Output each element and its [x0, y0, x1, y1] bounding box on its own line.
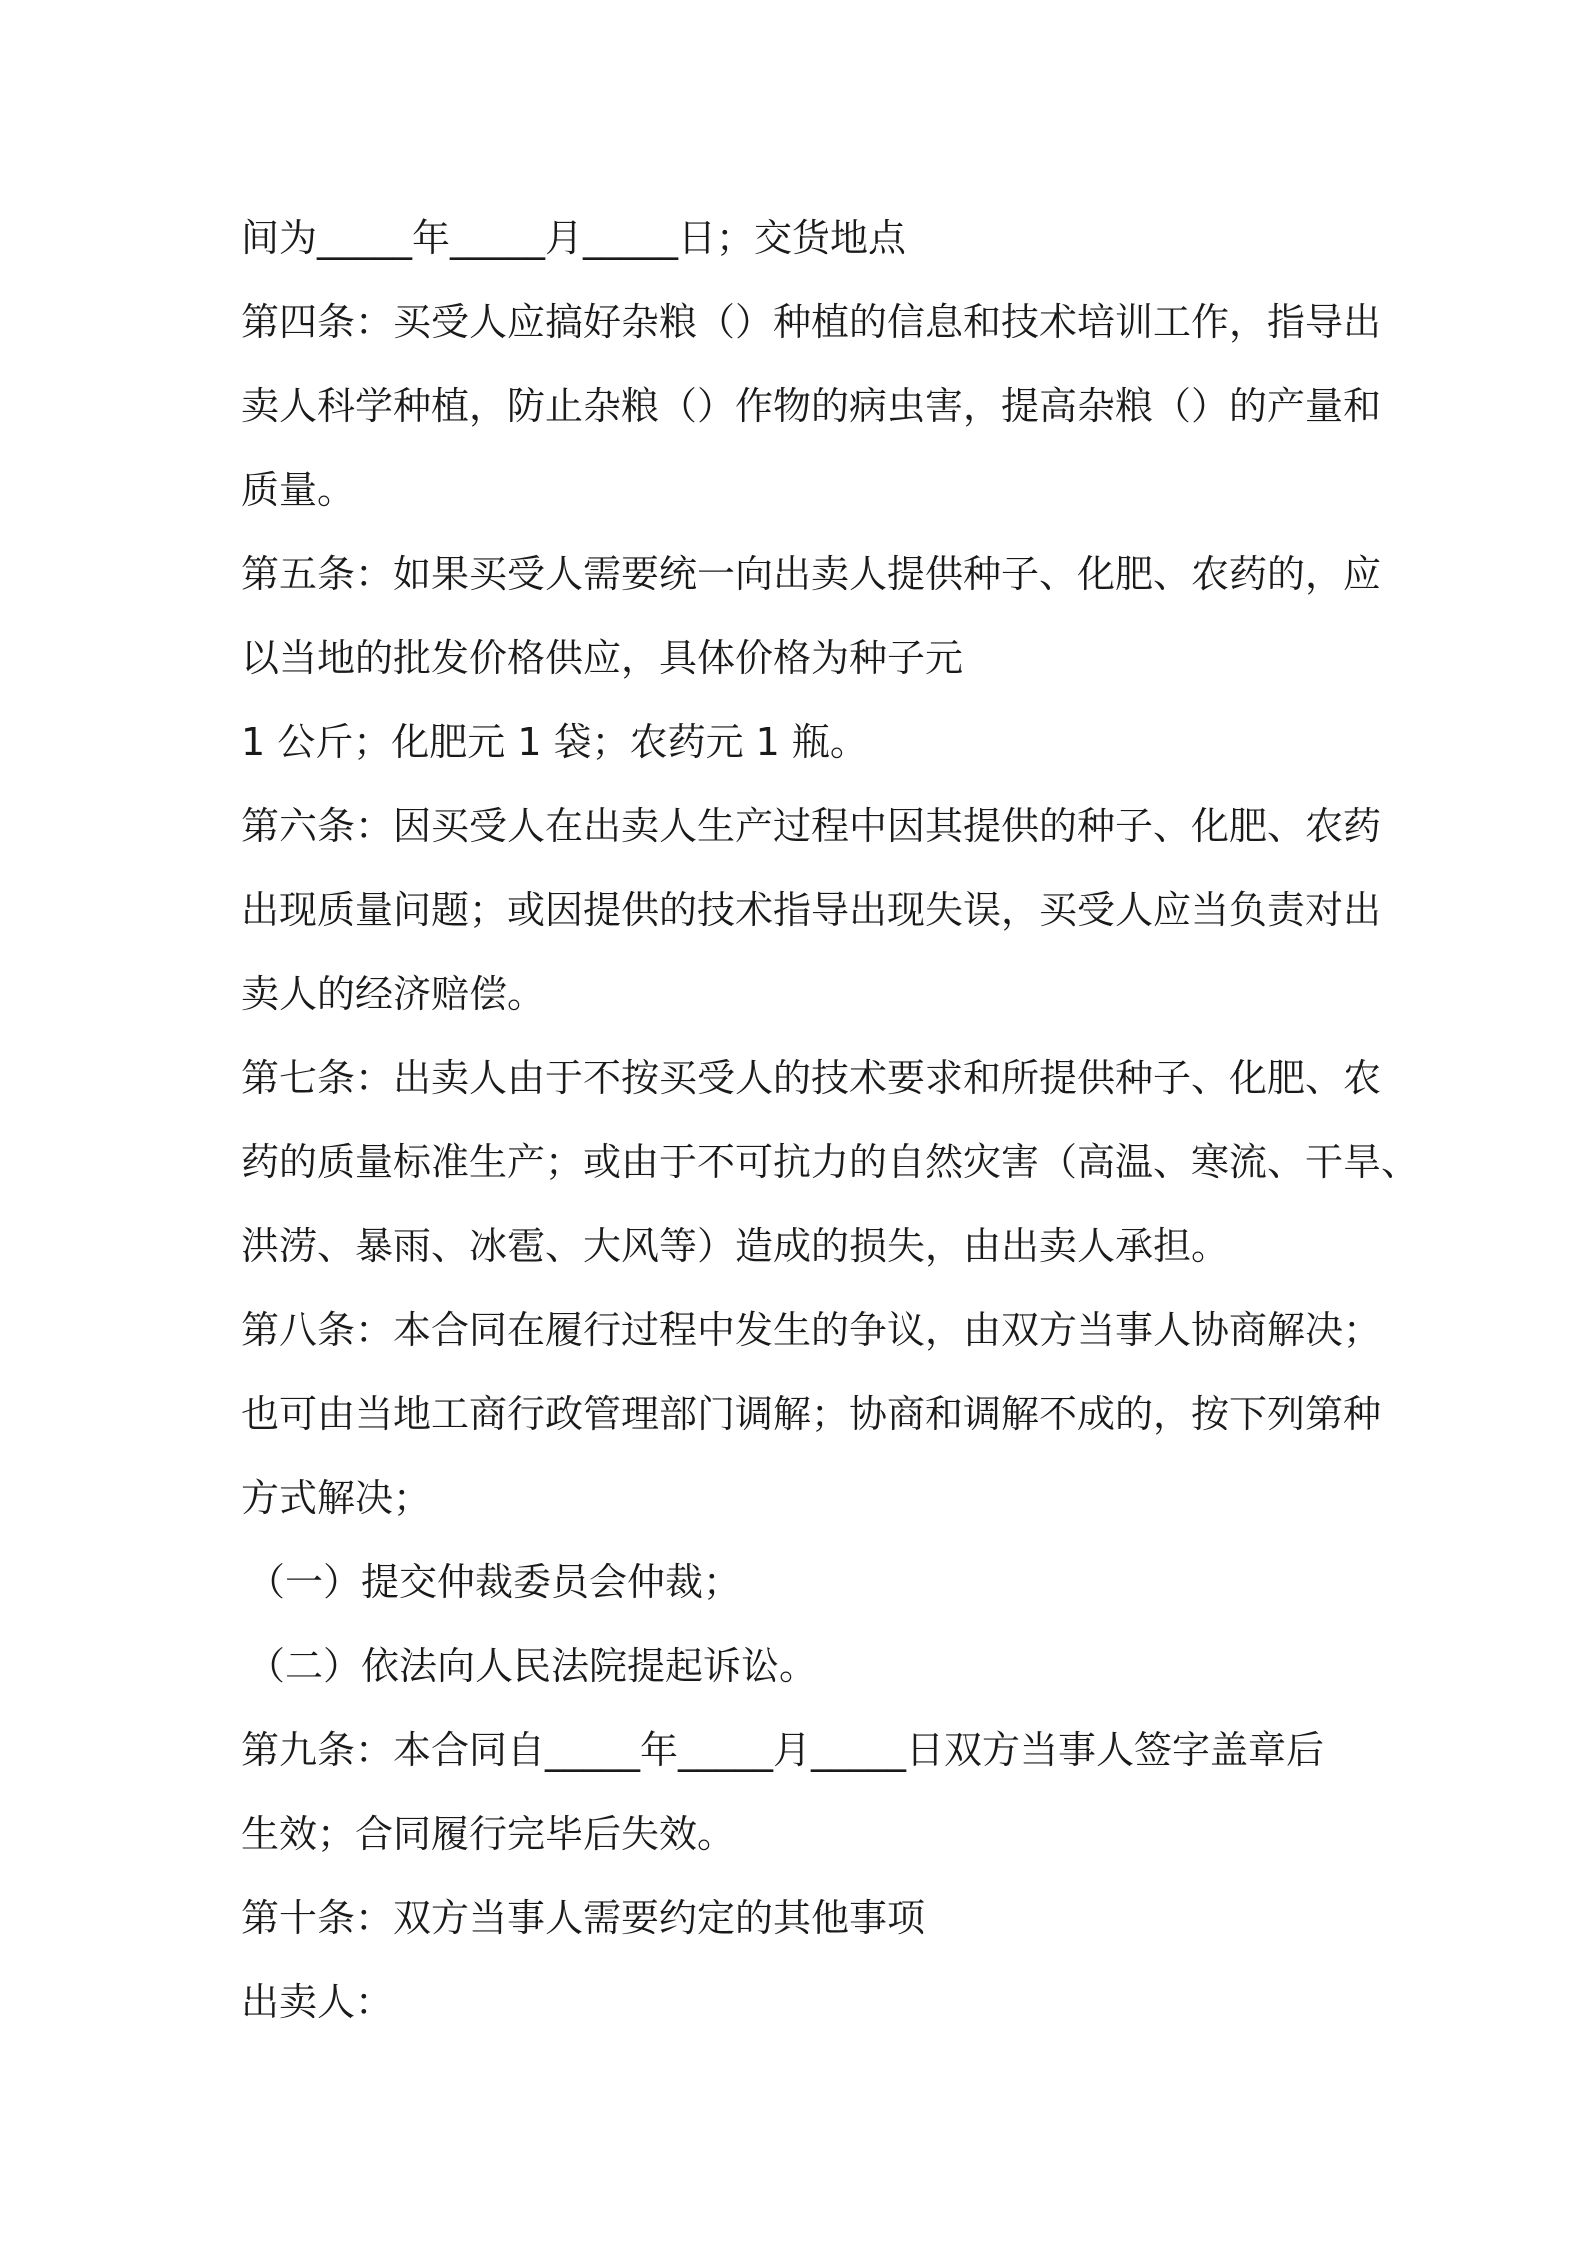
- text-line: 出现质量问题；或因提供的技术指导出现失误，买受人应当负责对出: [241, 888, 1382, 932]
- text-line: 第七条：出卖人由于不按买受人的技术要求和所提供种子、化肥、农: [241, 1056, 1382, 1100]
- text-line: 第八条：本合同在履行过程中发生的争议，由双方当事人协商解决；: [241, 1308, 1382, 1352]
- text-line: 1 公斤；化肥元 1 袋；农药元 1 瓶。: [241, 720, 868, 764]
- text-line: （一）提交仲裁委员会仲裁；: [247, 1560, 742, 1604]
- text-line: 方式解决；: [241, 1476, 432, 1520]
- text-line: 第十条：双方当事人需要约定的其他事项: [241, 1896, 926, 1940]
- text-line: 间为_____年_____月_____日；交货地点: [241, 216, 907, 260]
- text-line: 生效；合同履行完毕后失效。: [241, 1812, 736, 1856]
- text-line: 药的质量标准生产；或由于不可抗力的自然灾害（高温、寒流、干旱、: [241, 1140, 1420, 1184]
- text-line: 质量。: [241, 468, 356, 512]
- text-line: 卖人的经济赔偿。: [241, 972, 546, 1016]
- text-line: 第九条：本合同自_____年_____月_____日双方当事人签字盖章后: [241, 1728, 1325, 1772]
- text-line: 卖人科学种植，防止杂粮（）作物的病虫害，提高杂粮（）的产量和: [241, 384, 1382, 428]
- text-line: 以当地的批发价格供应，具体价格为种子元: [241, 636, 964, 680]
- contract-text: [241, 196, 1420, 2044]
- text-line: 第四条：买受人应搞好杂粮（）种植的信息和技术培训工作，指导出: [241, 300, 1382, 344]
- text-line: 第六条：因买受人在出卖人生产过程中因其提供的种子、化肥、农药: [241, 804, 1382, 848]
- text-line: （二）依法向人民法院提起诉讼。: [247, 1644, 818, 1688]
- text-line: 也可由当地工商行政管理部门调解；协商和调解不成的，按下列第种: [241, 1392, 1382, 1436]
- text-line: 洪涝、暴雨、冰雹、大风等）造成的损失，由出卖人承担。: [241, 1224, 1230, 1268]
- text-line: 出卖人：: [241, 1980, 394, 2024]
- text-line: 第五条：如果买受人需要统一向出卖人提供种子、化肥、农药的，应: [241, 552, 1382, 596]
